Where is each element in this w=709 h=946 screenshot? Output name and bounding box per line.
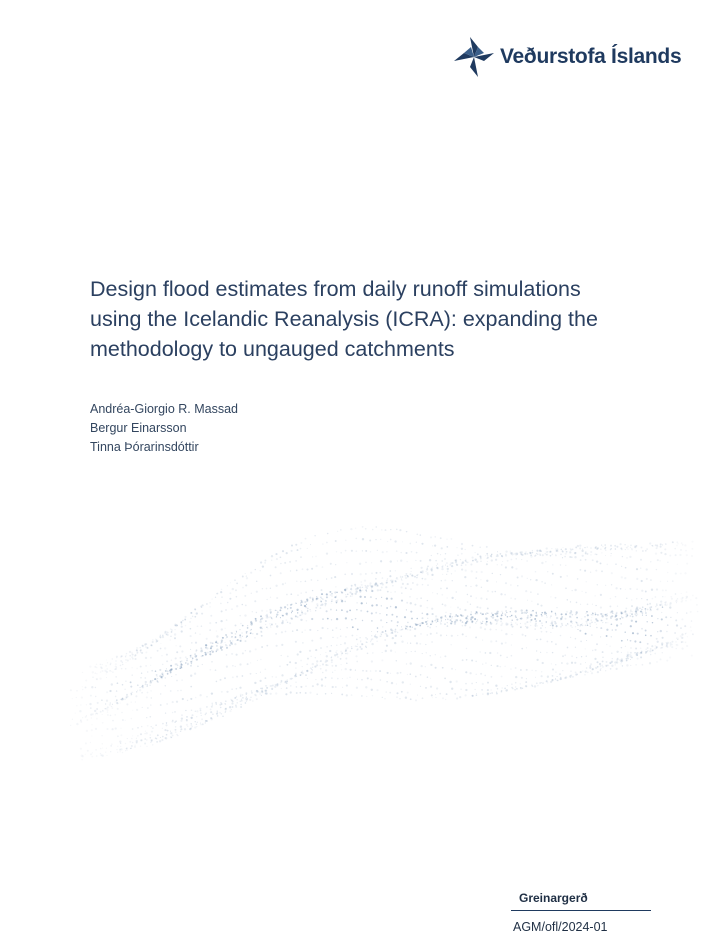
report-number: AGM/ofl/2024-01 (513, 920, 608, 934)
report-type-label: Greinargerð (519, 891, 588, 905)
title-line: using the Icelandic Reanalysis (ICRA): expanding the (90, 307, 598, 331)
title-line: methodology to ungauged catchments (90, 337, 455, 361)
document-title (90, 274, 690, 364)
footer-divider (511, 910, 651, 911)
decorative-dot-wave (0, 500, 709, 840)
author-name: Andréa-Giorgio R. Massad (90, 402, 238, 416)
organization-logo (452, 34, 681, 80)
vedurstofa-pinwheel-icon (452, 35, 496, 79)
author-name: Bergur Einarsson (90, 421, 187, 435)
title-line: Design flood estimates from daily runoff simulations (90, 277, 581, 301)
organization-name: Veðurstofa Íslands (500, 45, 682, 68)
author-name: Tinna Þórarinsdóttir (90, 440, 199, 454)
author-list (90, 400, 238, 457)
